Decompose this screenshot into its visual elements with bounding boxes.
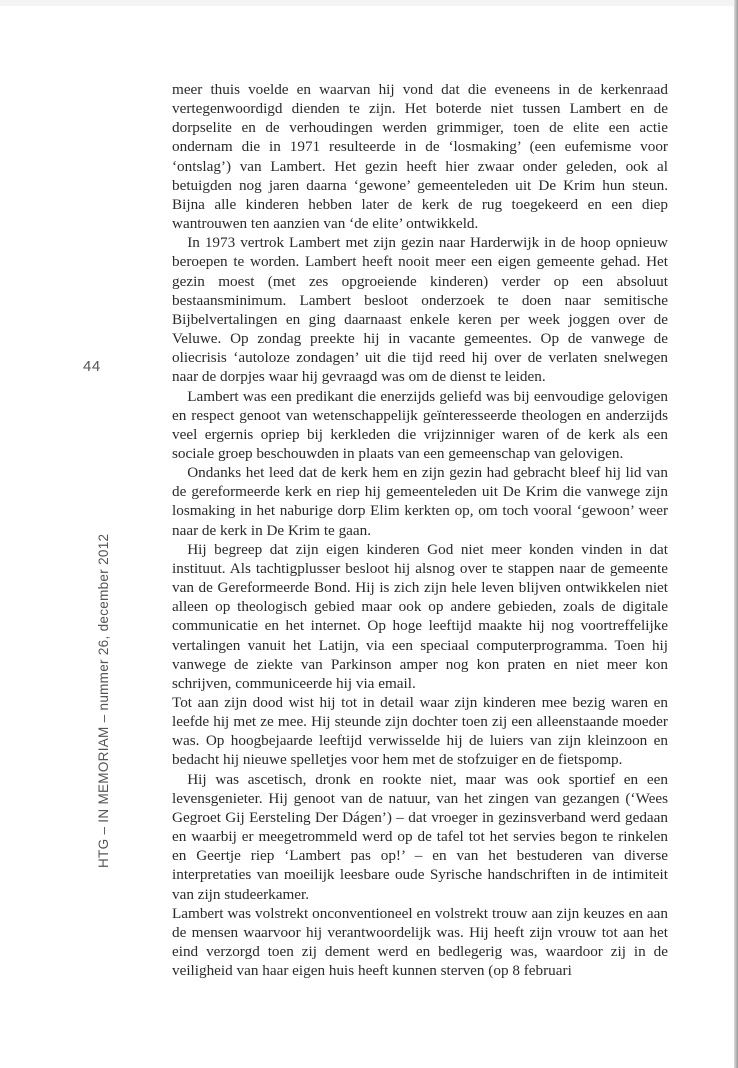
paragraph: Hij begreep dat zijn eigen kinderen God niet meer konden vinden in dat instituut. Als tachtigplusser besloot hij alsnog over te stappen naar de gemeente van de Gereformeerde Bond. Hij is zich zijn hele leven blijven ontwikkelen niet alleen op theologisch gebied maar ook op andere gebieden, zoals de digitale communicatie en het internet. Op hoge leeftijd maakte hij nog voortreffelijke vertalingen vanuit het Latijn, via een speciaal computerprogramma. Toen hij vanwege de ziekte van Parkinson amper nog kon praten en niet meer kon schrijven, communiceerde hij via email. bbox=[172, 540, 668, 692]
body-text bbox=[172, 80, 668, 980]
paragraph: Tot aan zijn dood wist hij tot in detail waar zijn kinderen mee bezig waren en leefde hij met ze mee. Hij steunde zijn dochter toen zij een alleenstaande moeder was. Op hoogbejaarde leeftijd verwisselde hij de luiers van zijn kleinzoon en bedacht hij nieuwe spelletjes voor hem met de stofzuiger en de fietspomp. bbox=[172, 694, 668, 769]
page-number: 44 bbox=[83, 358, 101, 375]
page-edge-right bbox=[734, 0, 738, 1068]
running-footer: HTG – IN MEMORIAM – nummer 26, december 2012 bbox=[96, 533, 111, 868]
paragraph: Hij was ascetisch, dronk en rookte niet, maar was ook sportief en een levensgenieter. Hij genoot van de natuur, van het zingen van gezangen (‘Wees Gegroet Gij Eersteling Der Dágen’) – dat vroeger in gezinsverband werd gedaan en waarbij er meegetrommeld werd op de tafel tot het servies begon te rinkelen en Geertje riep ‘Lambert pas op!’ – en van het bestuderen van diverse interpretaties van moeilijk leesbare oude Syrische handschriften in de intimiteit van zijn studeerkamer. bbox=[172, 770, 668, 903]
paragraph: Lambert was een predikant die enerzijds geliefd was bij eenvoudige gelovigen en respect genoot van wetenschappelijk geïnteresseerde theologen en anderzijds veel ergernis opriep bij kerkleden die vrijzinniger waren of de kerk als een sociale groep beschouwden in plaats van een gemeenschap van gelovigen. bbox=[172, 387, 668, 462]
paragraph: Ondanks het leed dat de kerk hem en zijn gezin had gebracht bleef hij lid van de gereformeerde kerk en riep hij gemeenteleden uit De Krim die vanwege zijn losmaking in het naburige dorp Elim kerkten op, om toch vooral ‘gewoon’ weer naar de kerk in De Krim te gaan. bbox=[172, 464, 668, 539]
paragraph: meer thuis voelde en waarvan hij vond dat die eveneens in de kerkenraad vertegenwoordigd dienden te zijn. Het boterde niet tussen Lambert en de dorpselite en de verhoudingen werden grimmiger, toen de elite een actie ondernam die in 1971 resulteerde in de ‘losmaking’ (een eufemisme voor ‘ontslag’) van Lambert. Het gezin heeft hier zwaar onder geleden, ook al betuigden nog jaren daarna ‘gewone’ gemeenteleden uit De Krim hun steun. Bijna alle kinderen hebben later de kerk de rug toegekeerd en een diep wantrouwen ten aanzien van ‘de elite’ ontwikkeld. bbox=[172, 81, 668, 233]
paragraph: In 1973 vertrok Lambert met zijn gezin naar Harderwijk in de hoop opnieuw beroepen te worden. Lambert heeft nooit meer een eigen gemeente gehad. Het gezin moest (met zes opgroeiende kinderen) verder op een absoluut bestaansminimum. Lambert besloot onderzoek te doen naar semitische Bijbelvertalingen en ging daarnaast enkele keren per week joggen over de Veluwe. Op zondag preekte hij in vacante gemeentes. Op de vanwege de oliecrisis ‘autoloze zondagen’ uit die tijd reed hij over de verlaten snelwegen naar de dorpjes waar hij gevraagd was om de dienst te leiden. bbox=[172, 234, 668, 386]
paragraph: Lambert was volstrekt onconventioneel en volstrekt trouw aan zijn keuzes en aan de mensen waarvoor hij verantwoordelijk was. Hij heeft zijn vrouw tot aan het eind verzorgd toen zij dement werd en bedlegerig was, waardoor zij in de veiligheid van haar eigen huis heeft kunnen sterven (op 8 februari bbox=[172, 904, 668, 980]
page-edge-top bbox=[0, 0, 738, 6]
